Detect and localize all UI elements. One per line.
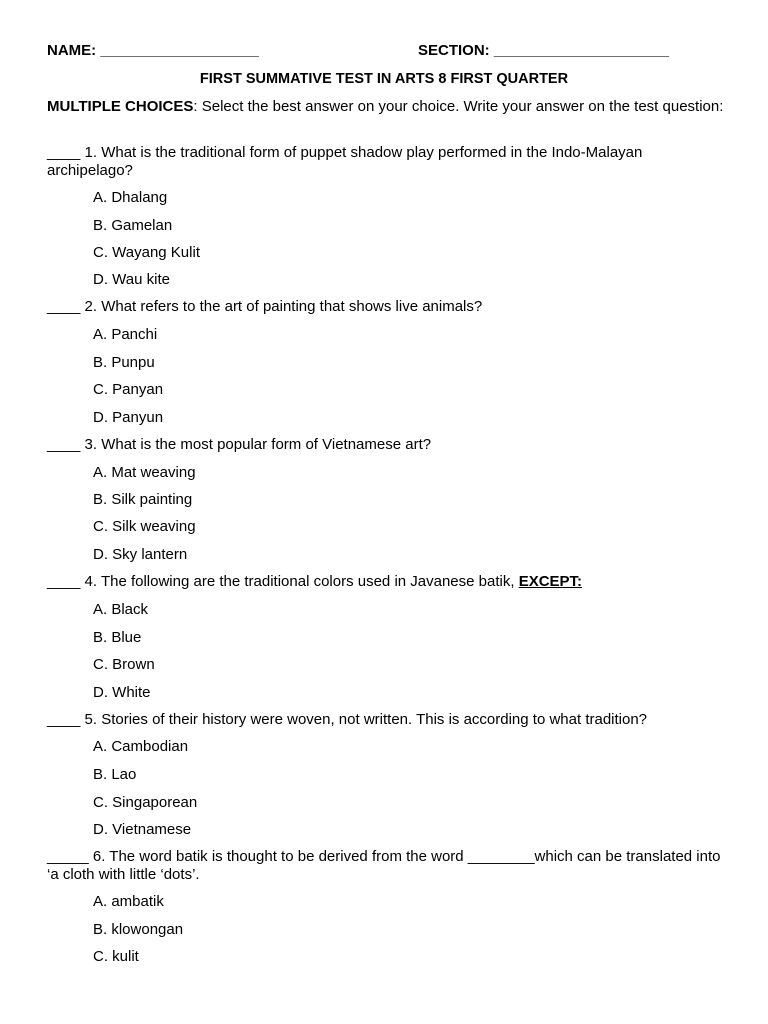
question-4-option-b: B. Blue xyxy=(93,629,142,646)
instructions xyxy=(47,98,727,116)
question-2: ____ 2. What refers to the art of painting that shows live animals? xyxy=(47,298,483,315)
question-4-option-d: D. White xyxy=(93,684,151,701)
page-title: FIRST SUMMATIVE TEST IN ARTS 8 FIRST QUARTER xyxy=(199,71,569,87)
question-2-option-d: D. Panyun xyxy=(93,409,164,426)
question-4-text: ____ 4. The following are the traditional colors used in Javanese batik, xyxy=(47,573,519,590)
question-6-option-c: C. kulit xyxy=(93,948,139,965)
question-3-option-a: A. Mat weaving xyxy=(93,464,196,481)
question-4-emphasis: EXCEPT: xyxy=(518,573,583,590)
question-3-option-b: B. Silk painting xyxy=(93,491,193,508)
question-2-option-b: B. Punpu xyxy=(93,354,155,371)
question-6: _____ 6. The word batik is thought to be derived from the word ________which can be translated into ‘a cloth with little ‘dots’. xyxy=(47,848,721,883)
question-5-option-c: C. Singaporean xyxy=(93,794,198,811)
question-2-option-a: A. Panchi xyxy=(93,326,158,343)
section-field: SECTION: _____________________ xyxy=(418,42,670,59)
question-4-option-c: C. Brown xyxy=(93,656,155,673)
name-field: NAME: ___________________ xyxy=(47,42,259,59)
question-3-option-c: C. Silk weaving xyxy=(93,518,196,535)
question-5: ____ 5. Stories of their history were woven, not written. This is according to what tradition? xyxy=(47,711,648,728)
question-5-option-a: A. Cambodian xyxy=(93,738,189,755)
instructions-text: : Select the best answer on your choice. Write your answer on the test question: xyxy=(193,98,724,115)
header-row xyxy=(47,42,728,62)
question-4-option-a: A. Black xyxy=(93,601,149,618)
question-6-option-a: A. ambatik xyxy=(93,893,164,910)
question-1-option-a: A. Dhalang xyxy=(93,189,168,206)
question-3-option-d: D. Sky lantern xyxy=(93,546,188,563)
question-6-option-b: B. klowongan xyxy=(93,921,184,938)
question-1-option-b: B. Gamelan xyxy=(93,217,173,234)
question-1: ____ 1. What is the traditional form of puppet shadow play performed in the Indo-Malayan archipelago? xyxy=(47,144,643,179)
question-4 xyxy=(47,573,727,591)
instructions-lead: MULTIPLE CHOICES xyxy=(47,98,194,115)
question-1-option-d: D. Wau kite xyxy=(93,271,170,288)
question-3: ____ 3. What is the most popular form of Vietnamese art? xyxy=(47,436,432,453)
question-5-option-d: D. Vietnamese xyxy=(93,821,192,838)
question-1-option-c: C. Wayang Kulit xyxy=(93,244,200,261)
question-5-option-b: B. Lao xyxy=(93,766,137,783)
question-2-option-c: C. Panyan xyxy=(93,381,164,398)
